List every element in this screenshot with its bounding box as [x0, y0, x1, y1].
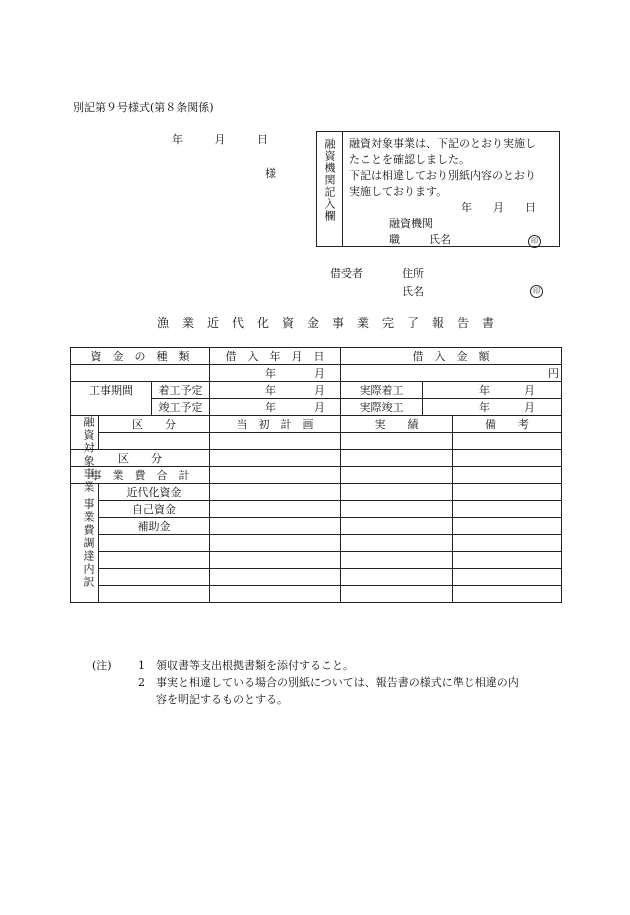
funding-plan-cell[interactable]: [210, 586, 341, 603]
table-row: [71, 569, 562, 586]
subsidy-label: 補助金: [99, 518, 210, 535]
finish-plan-date[interactable]: [210, 399, 341, 416]
table-row: [71, 484, 562, 501]
year-unit: 年: [265, 367, 277, 380]
box-year: 年: [461, 201, 472, 214]
actual-finish-label: 実際竣工: [341, 399, 423, 416]
funding-blank-label[interactable]: [99, 586, 210, 603]
funding-blank-label[interactable]: [99, 552, 210, 569]
date-year-label: 年: [172, 133, 183, 146]
document-title: 漁業近代化資金事業完了報告書: [157, 316, 508, 330]
category-header: 区 分: [99, 416, 210, 433]
box-name-label: 氏名: [429, 233, 451, 246]
table-row: [71, 382, 562, 399]
year-unit: 年: [479, 384, 491, 397]
box-line-4: 実施しております。: [349, 185, 448, 198]
report-date: [172, 131, 296, 147]
form-number: 別記第９号様式(第８条関係): [73, 101, 214, 114]
table-row: [71, 467, 562, 484]
table-row: [71, 535, 562, 552]
funding-actual-cell[interactable]: [341, 535, 453, 552]
box-date: [349, 200, 557, 216]
borrower-name-label: 氏名: [402, 285, 424, 298]
total-cost-actual[interactable]: [341, 467, 453, 484]
seal-icon: 印: [530, 285, 543, 298]
funding-remarks-cell[interactable]: [453, 552, 562, 569]
own-fund-label: 自己資金: [99, 501, 210, 518]
funding-breakdown-label: 事業費調達内訳: [71, 484, 99, 603]
funding-remarks-cell[interactable]: [453, 569, 562, 586]
note-1: 領収書等支出根拠書類を添付すること。: [156, 659, 354, 672]
funding-actual-cell[interactable]: [341, 569, 453, 586]
month-unit: 月: [524, 401, 536, 414]
funding-actual-cell[interactable]: [341, 484, 453, 501]
modernization-fund-label: 近代化資金: [99, 484, 210, 501]
year-unit: 年: [265, 401, 277, 414]
remarks-cell[interactable]: [453, 433, 562, 450]
actual-start-date[interactable]: [423, 382, 562, 399]
box-signature-line: [349, 232, 557, 248]
funding-plan-cell[interactable]: [210, 484, 341, 501]
month-unit: 月: [314, 401, 326, 414]
start-plan-label: 着工予定: [152, 382, 210, 399]
box-month: 月: [493, 201, 504, 214]
seal-icon: 印: [528, 235, 541, 248]
fund-type-header: 資 金 の 種 類: [71, 348, 210, 365]
note-1-number: 1: [138, 659, 145, 672]
box-line-1: 融資対象事業は、下記のとおり実施し: [349, 137, 536, 150]
actual-start-label: 実際着工: [341, 382, 423, 399]
target-project-label: 融資対象事業: [71, 416, 99, 450]
funding-remarks-cell[interactable]: [453, 484, 562, 501]
month-unit: 月: [314, 367, 326, 380]
report-table: [70, 347, 562, 603]
remarks-header: 備 考: [453, 416, 562, 433]
funding-remarks-cell[interactable]: [453, 535, 562, 552]
table-row: [71, 586, 562, 603]
table-row: [71, 365, 562, 382]
construction-period-label: 工事期間: [71, 382, 152, 416]
table-row: [71, 518, 562, 535]
funding-actual-cell[interactable]: [341, 586, 453, 603]
yen-unit: 円: [548, 367, 560, 380]
month-unit: 月: [314, 384, 326, 397]
fund-type-cell[interactable]: [71, 365, 210, 382]
initial-plan-header: 当 初 計 画: [210, 416, 341, 433]
month-unit: 月: [524, 384, 536, 397]
borrow-amount-cell[interactable]: [341, 365, 562, 382]
notes: [92, 657, 519, 708]
actual-cell[interactable]: [341, 433, 453, 450]
box-line-3: 下記は相違しており別紙内容のとおり: [349, 169, 536, 182]
table-row: [71, 501, 562, 518]
funding-remarks-cell[interactable]: [453, 518, 562, 535]
initial-plan-cell[interactable]: [210, 433, 341, 450]
year-unit: 年: [479, 401, 491, 414]
addressee-suffix: 様: [265, 167, 276, 180]
actual-header: 実 績: [341, 416, 453, 433]
box-line-2: たことを確認しました。: [349, 153, 470, 166]
borrower-address-label: 住所: [402, 267, 424, 280]
start-plan-date[interactable]: [210, 382, 341, 399]
box-institution: 融資機関: [389, 217, 433, 230]
note-2-line-2: 容を明記するものとする。: [156, 693, 288, 706]
date-month-label: 月: [214, 133, 226, 146]
note-2-line-1: 事実と相違している場合の別紙については、報告書の様式に準じ相違の内: [156, 676, 519, 689]
lender-entry-box: [316, 131, 560, 247]
total-cost-plan[interactable]: [210, 467, 341, 484]
funding-actual-cell[interactable]: [341, 501, 453, 518]
lender-entry-label: 融資機関記入欄: [317, 132, 343, 246]
table-row: [71, 348, 562, 365]
funding-plan-cell[interactable]: [210, 569, 341, 586]
borrow-date-cell[interactable]: [210, 365, 341, 382]
actual-finish-date[interactable]: [423, 399, 562, 416]
category-cell[interactable]: [99, 433, 210, 450]
total-cost-remarks[interactable]: [453, 467, 562, 484]
funding-plan-cell[interactable]: [210, 552, 341, 569]
borrow-amount-header: 借 入 金 額: [341, 348, 562, 365]
notes-label: (注): [92, 659, 112, 672]
funding-blank-label[interactable]: [99, 535, 210, 552]
table-row: [71, 450, 562, 467]
finish-plan-label: 竣工予定: [152, 399, 210, 416]
borrow-date-header: 借 入 年 月 日: [210, 348, 341, 365]
borrower-label: 借受者: [330, 267, 363, 280]
funding-actual-cell[interactable]: [341, 552, 453, 569]
note-2-number: 2: [138, 676, 145, 689]
funding-plan-cell[interactable]: [210, 535, 341, 552]
table-row: [71, 552, 562, 569]
funding-plan-cell[interactable]: [210, 518, 341, 535]
funding-plan-cell[interactable]: [210, 501, 341, 518]
funding-actual-cell[interactable]: [341, 518, 453, 535]
category2-actual[interactable]: [341, 450, 453, 467]
funding-remarks-cell[interactable]: [453, 501, 562, 518]
category2-plan[interactable]: [210, 450, 341, 467]
date-day-label: 日: [257, 133, 268, 146]
category2-remarks[interactable]: [453, 450, 562, 467]
box-day: 日: [525, 201, 536, 214]
funding-remarks-cell[interactable]: [453, 586, 562, 603]
total-cost-label: 事 業 費 合 計: [71, 467, 210, 484]
funding-blank-label[interactable]: [99, 569, 210, 586]
table-row: [71, 416, 562, 433]
box-title-label: 職: [389, 233, 400, 246]
category2-label: 区 分: [71, 450, 210, 467]
year-unit: 年: [265, 384, 277, 397]
table-row: [71, 433, 562, 450]
